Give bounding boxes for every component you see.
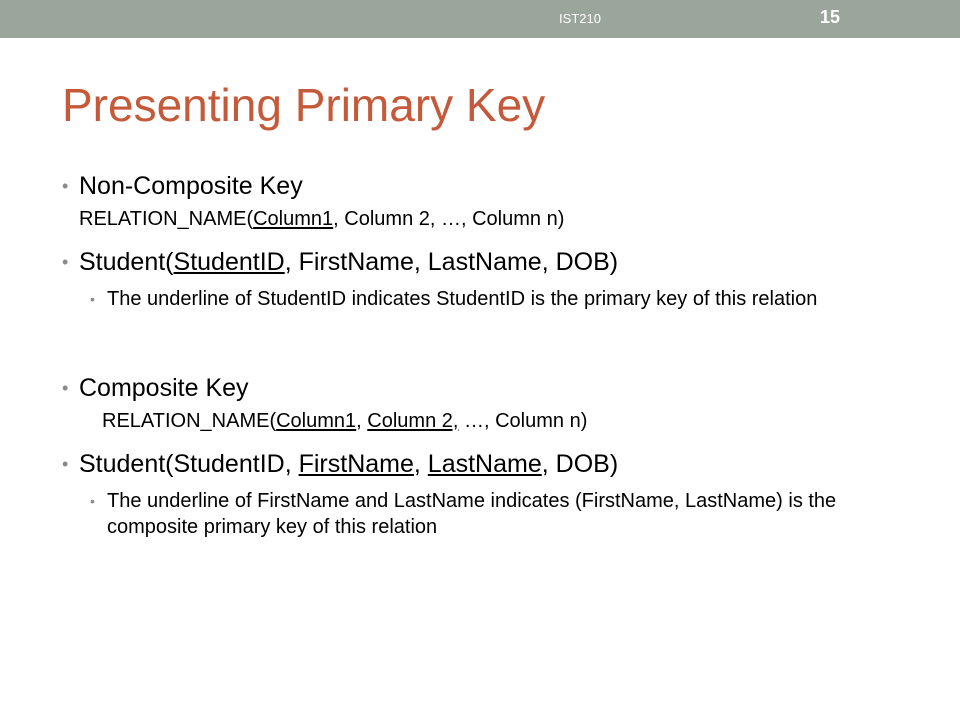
signature-key-2: Column 2,	[367, 410, 459, 432]
signature-key: Column1	[253, 208, 334, 230]
non-composite-example	[62, 244, 922, 280]
example-key-2: LastName	[427, 450, 542, 478]
composite-note	[62, 488, 897, 540]
composite-signature	[102, 406, 922, 436]
page-number: 15	[819, 7, 841, 27]
example-prefix: Student(	[79, 248, 174, 276]
non-composite-heading-text: Non-Composite Key	[79, 172, 303, 200]
example-rest: , DOB)	[541, 450, 619, 478]
signature-separator: ,	[356, 410, 368, 432]
signature-key-1: Column1	[276, 410, 357, 432]
example-key-1: FirstName	[298, 450, 414, 478]
signature-rest: , Column 2, …, Column n)	[333, 208, 565, 230]
slide-content	[62, 168, 922, 540]
composite-heading-text: Composite Key	[79, 374, 249, 402]
composite-example	[62, 446, 922, 482]
non-composite-heading	[62, 168, 922, 204]
slide-title: Presenting Primary Key	[62, 79, 546, 131]
composite-heading	[62, 370, 922, 406]
course-code: IST210	[559, 11, 601, 26]
non-composite-note-text: The underline of StudentID indicates StudentID is the primary key of this relation	[107, 288, 818, 310]
example-rest: , FirstName, LastName, DOB)	[284, 248, 619, 276]
example-prefix: Student(StudentID,	[79, 450, 299, 478]
example-key: StudentID	[173, 248, 285, 276]
signature-prefix: RELATION_NAME(	[102, 410, 277, 432]
signature-rest: …, Column n)	[458, 410, 588, 432]
non-composite-note	[62, 286, 867, 312]
example-separator: ,	[413, 450, 428, 478]
non-composite-signature	[79, 204, 922, 234]
signature-prefix: RELATION_NAME(	[79, 208, 254, 230]
composite-note-text: The underline of FirstName and LastName indicates (FirstName, LastName) is the composite primary key of this relation	[107, 490, 837, 538]
header-bar	[0, 0, 960, 38]
